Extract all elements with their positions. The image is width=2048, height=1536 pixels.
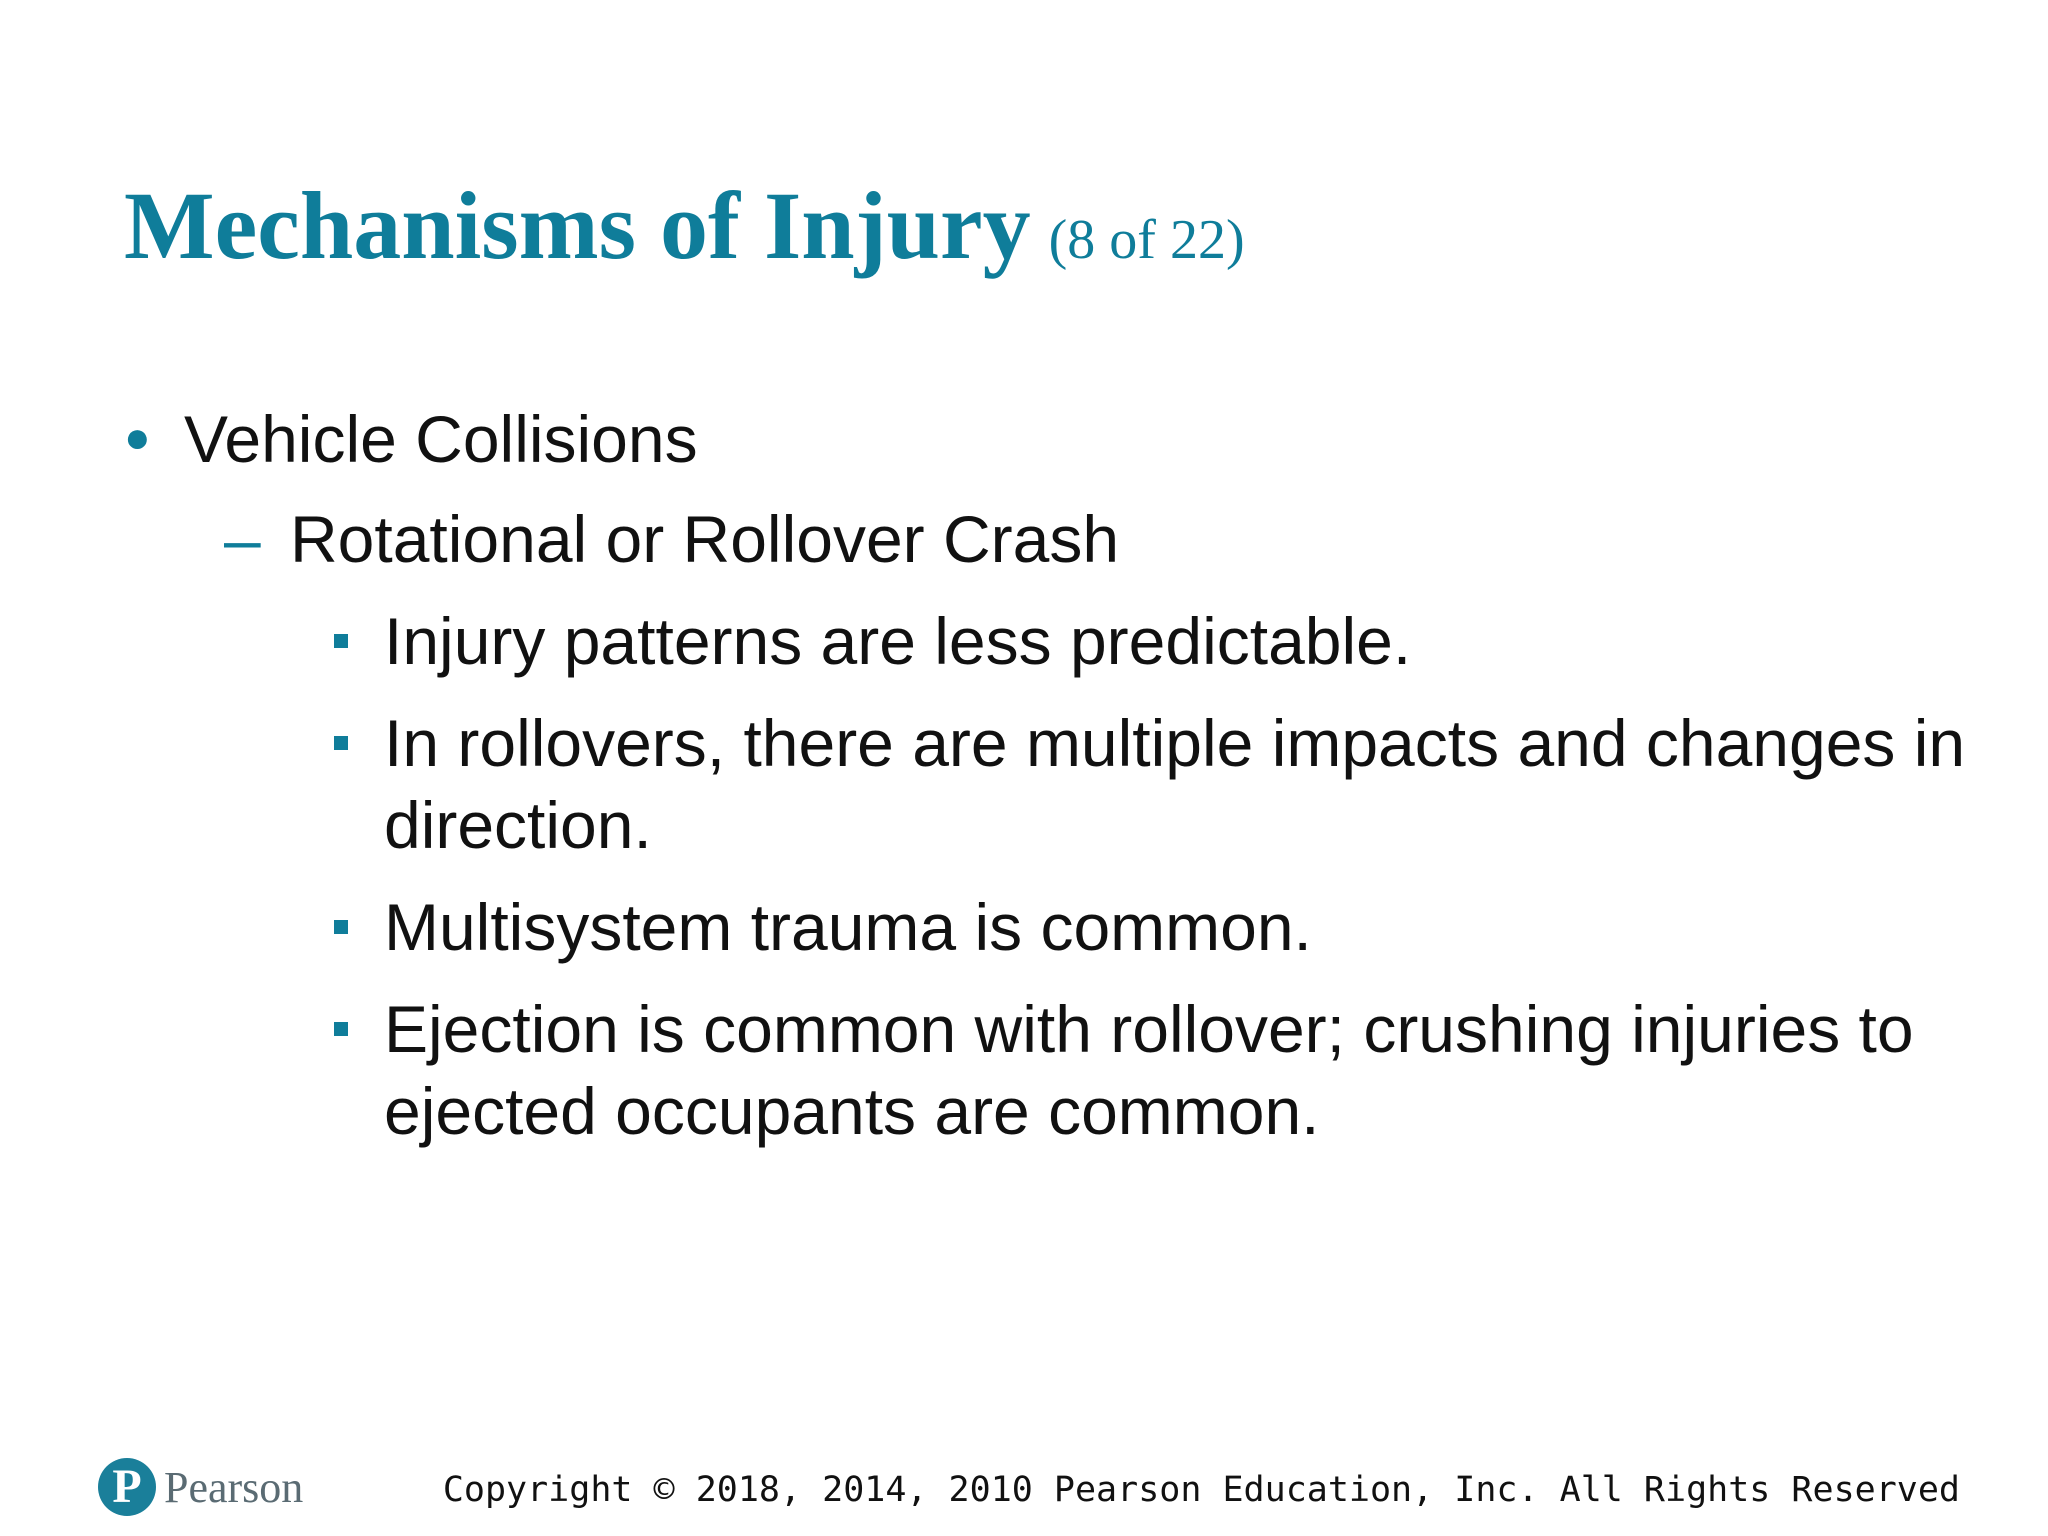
pearson-logo-wordmark: Pearson — [164, 1462, 304, 1512]
bullet-level2-text: Rotational or Rollover Crash — [290, 502, 1120, 576]
square-bullet-icon — [334, 1022, 348, 1036]
square-bullet-icon — [334, 920, 348, 934]
pearson-logo-icon: P — [98, 1458, 156, 1516]
bullet-level1 — [124, 400, 698, 479]
pearson-logo — [98, 1454, 303, 1520]
square-bullet-icon — [334, 736, 348, 750]
title-slide-count: (8 of 22) — [1048, 209, 1245, 271]
bullet-level3-text: In rollovers, there are multiple impacts and changes in direction. — [384, 706, 1966, 862]
dash-bullet-icon: – — [224, 502, 261, 576]
bullet-level3-item — [334, 600, 1974, 682]
bullet-level3-item — [334, 886, 1974, 968]
bullet-level3-item — [334, 702, 1974, 866]
title-main: Mechanisms of Injury — [124, 172, 1031, 279]
square-bullet-icon — [334, 634, 348, 648]
bullet-level2 — [224, 500, 1119, 579]
bullet-level3-text: Injury patterns are less predictable. — [384, 604, 1412, 678]
slide-title — [124, 172, 1245, 279]
bullet-level1-text: Vehicle Collisions — [184, 402, 698, 476]
bullet-level3-text: Multisystem trauma is common. — [384, 890, 1312, 964]
bullet-level3-text: Ejection is common with rollover; crushing injuries to ejected occupants are common. — [384, 992, 1914, 1148]
copyright-notice: Copyright © 2018, 2014, 2010 Pearson Education, Inc. All Rights Reserved — [442, 1470, 1960, 1510]
bullet-level3-item — [334, 988, 1974, 1152]
bullet-level3-list — [334, 600, 1974, 1172]
round-bullet-icon: ● — [124, 413, 151, 462]
